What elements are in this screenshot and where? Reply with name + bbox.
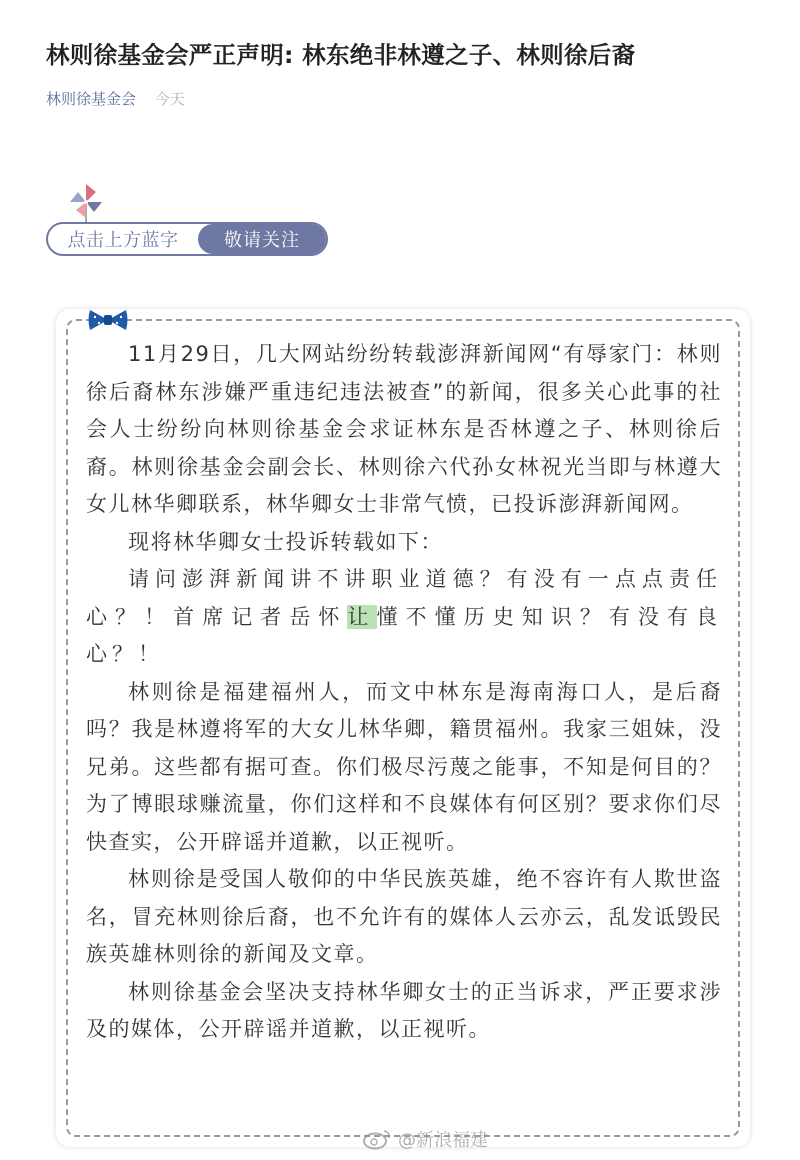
bowtie-icon [87, 308, 129, 332]
weibo-watermark [362, 1126, 488, 1152]
account-name-link[interactable]: 林则徐基金会 [46, 90, 137, 108]
paragraph-3-text-b: 懂不懂历史知识？有没有良心？！ [86, 604, 723, 666]
article-title: 林则徐基金会严正声明: 林东绝非林遵之子、林则徐后裔 [46, 41, 636, 69]
paragraph-1: 11月29日，几大网站纷纷转载澎湃新闻网“有辱家门：林则徐后裔林东涉嫌严重违纪违法被查”的新闻，很多关心此事的社会人士纷纷向林则徐基金会求证林东是否林遵之子、林则徐后裔。林则徐基金会副会长、林则徐六代孙女林祝光当即与林遵大女儿林华卿联系，林华卿女士非常气愤，已投诉澎湃新闻网。 [86, 342, 722, 516]
highlighted-char: 让 [347, 604, 377, 629]
paragraph-2: 现将林华卿女士投诉转载如下： [128, 529, 443, 554]
publish-date: 今天 [154, 90, 185, 108]
watermark-text: @新浪福建 [398, 1130, 488, 1151]
pinwheel-icon [68, 182, 104, 224]
article-meta [46, 88, 185, 110]
paragraph-3-text-a: 请问澎湃新闻讲不讲职业道德？有没有一点点责任心？！首席记者岳怀 [86, 567, 722, 629]
paragraph-5: 林则徐是受国人敬仰的中华民族英雄，绝不容许有人欺世盗名，冒充林则徐后裔，也不允许有的媒体人云亦云，乱发诋毁民族英雄林则徐的新闻及文章。 [86, 867, 722, 966]
paragraph-4: 林则徐是福建福州人，而文中林东是海南海口人，是后裔吗？我是林遵将军的大女儿林华卿，籍贯福州。我家三姐妹，没兄弟。这些都有据可查。你们极尽污蔑之能事，不知是何目的？为了博眼球赚流量，你们这样和不良媒体有何区别？要求你们尽快查实，公开辟谣并道歉，以正视听。 [86, 679, 722, 854]
paragraph-6: 林则徐基金会坚决支持林华卿女士的正当诉求，严正要求涉及的媒体，公开辟谣并道歉，以正视听。 [86, 979, 722, 1041]
follow-banner-hint: 点击上方蓝字 [67, 230, 179, 251]
weibo-icon [362, 1128, 392, 1150]
article-body [86, 336, 722, 1049]
paragraph-3 [86, 561, 722, 674]
follow-button[interactable]: 敬请关注 [198, 224, 326, 254]
follow-banner[interactable] [46, 222, 328, 256]
